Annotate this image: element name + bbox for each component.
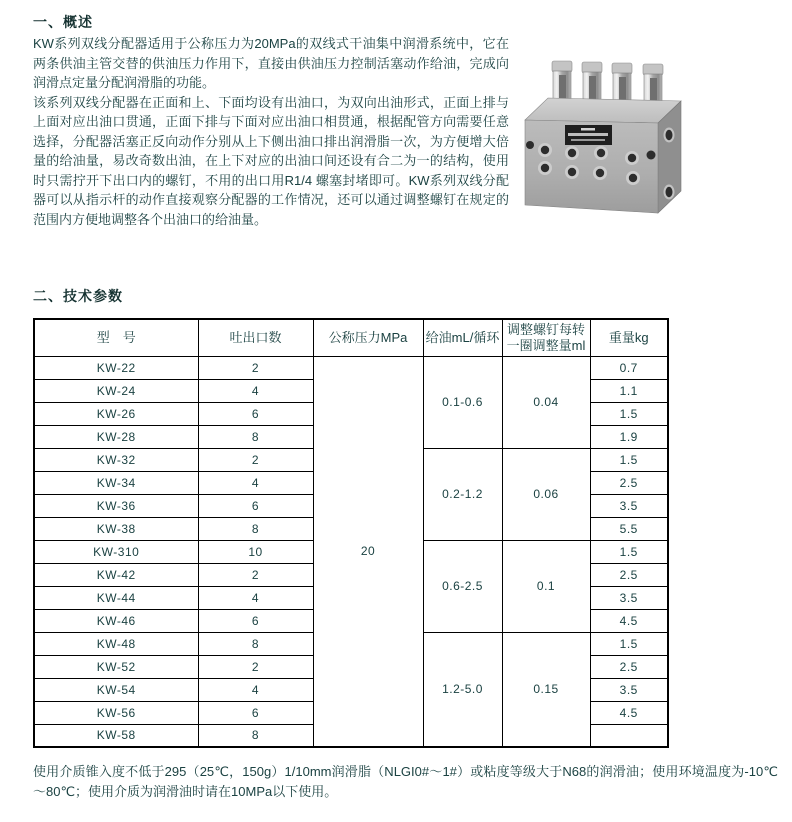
- model-cell: KW-34: [34, 471, 198, 494]
- model-cell: KW-24: [34, 379, 198, 402]
- weight-cell: 2.5: [590, 471, 668, 494]
- model-cell: KW-42: [34, 563, 198, 586]
- specs-table-body: [34, 356, 668, 747]
- usage-notes: 使用介质锥入度不低于295（25℃，150g）1/10mm润滑脂（NLGI0#～1#）或粘度等级大于N68的润滑油；使用环境温度为-10℃～80℃；使用介质为润滑油时请在10MPa以下使用。: [33, 764, 778, 799]
- model-cell: KW-48: [34, 632, 198, 655]
- model-cell: KW-56: [34, 701, 198, 724]
- model-cell: KW-28: [34, 425, 198, 448]
- outlets-cell: 8: [198, 632, 313, 655]
- outlets-cell: 4: [198, 471, 313, 494]
- model-cell: KW-310: [34, 540, 198, 563]
- weight-cell: 4.5: [590, 701, 668, 724]
- weight-cell: 1.5: [590, 632, 668, 655]
- outlets-cell: 6: [198, 402, 313, 425]
- product-photo: [515, 55, 785, 240]
- model-cell: KW-38: [34, 517, 198, 540]
- column-header-adjust: 调整螺钉每转一圈调整量ml: [502, 319, 590, 356]
- outlets-cell: 8: [198, 724, 313, 747]
- outlets-cell: 8: [198, 517, 313, 540]
- pressure-cell: 20: [313, 356, 423, 747]
- weight-cell: 3.5: [590, 586, 668, 609]
- model-cell: KW-54: [34, 678, 198, 701]
- outlets-cell: 2: [198, 356, 313, 379]
- weight-cell: 1.5: [590, 540, 668, 563]
- weight-cell: 3.5: [590, 494, 668, 517]
- nameplate: [565, 125, 612, 145]
- outlets-cell: 2: [198, 448, 313, 471]
- weight-cell: 5.5: [590, 517, 668, 540]
- adjust-per-turn-cell: 0.1: [502, 540, 590, 632]
- column-header-pressure: 公称压力MPa: [313, 319, 423, 356]
- model-cell: KW-58: [34, 724, 198, 747]
- weight-cell: 0.7: [590, 356, 668, 379]
- oil-per-cycle-cell: 0.6-2.5: [423, 540, 502, 632]
- model-cell: KW-32: [34, 448, 198, 471]
- column-header-oil: 给油mL/循环: [423, 319, 502, 356]
- overview-text: [33, 34, 509, 229]
- outlets-cell: 4: [198, 586, 313, 609]
- distributor-photo-illustration: [515, 55, 785, 240]
- outlets-cell: 6: [198, 609, 313, 632]
- column-header-outlets: 吐出口数: [198, 319, 313, 356]
- outlets-cell: 8: [198, 425, 313, 448]
- model-cell: KW-26: [34, 402, 198, 425]
- specs-table: [33, 318, 669, 748]
- weight-cell: 1.1: [590, 379, 668, 402]
- weight-cell: 1.5: [590, 402, 668, 425]
- oil-per-cycle-cell: 0.2-1.2: [423, 448, 502, 540]
- weight-cell: 1.5: [590, 448, 668, 471]
- model-cell: KW-22: [34, 356, 198, 379]
- weight-cell: 2.5: [590, 655, 668, 678]
- table-header-row: [34, 319, 668, 356]
- weight-cell: [590, 724, 668, 747]
- outlets-cell: 10: [198, 540, 313, 563]
- oil-per-cycle-cell: 0.1-0.6: [423, 356, 502, 448]
- weight-cell: 2.5: [590, 563, 668, 586]
- overview-paragraph-1: KW系列双线分配器适用于公称压力为20MPa的双线式干油集中润滑系统中，它在两条供油主管交替的供油压力作用下，直接由供油压力控制活塞动作给油，完成向润滑点定量分配润滑脂的功能。: [33, 36, 509, 90]
- outlets-cell: 4: [198, 379, 313, 402]
- outlets-cell: 6: [198, 494, 313, 517]
- weight-cell: 1.9: [590, 425, 668, 448]
- model-cell: KW-44: [34, 586, 198, 609]
- overview-heading: 一、概述: [33, 14, 93, 30]
- column-header-weight: 重量kg: [590, 319, 668, 356]
- adjust-per-turn-cell: 0.15: [502, 632, 590, 747]
- outlets-cell: 2: [198, 655, 313, 678]
- outlets-cell: 4: [198, 678, 313, 701]
- model-cell: KW-52: [34, 655, 198, 678]
- weight-cell: 3.5: [590, 678, 668, 701]
- weight-cell: 4.5: [590, 609, 668, 632]
- spec-row: [34, 356, 668, 379]
- outlets-cell: 2: [198, 563, 313, 586]
- column-header-model: 型 号: [34, 319, 198, 356]
- overview-paragraph-2: 该系列双线分配器在正面和上、下面均设有出油口，为双向出油形式，正面上排与上面对应出油口贯通，正面下排与下面对应出油口相贯通，根据配管方向需要任意选择，分配器活塞正反向动作分别从上下侧出油口排出润滑脂一次，为方便增大倍量的给油量，易改奇数出油，在上下对应的出油口间还设有合二为一的结构，使用时只需拧开下出口内的螺钉，不用的出口用R1/4 螺塞封堵即可。KW系列双线分配器可以从指示杆的动作直接观察分配器的工作情况，还可以通过调整螺钉在规定的范围内方便地调整各个出油口的给油量。: [33, 94, 509, 227]
- model-cell: KW-36: [34, 494, 198, 517]
- adjust-per-turn-cell: 0.04: [502, 356, 590, 448]
- specs-heading: 二、技术参数: [33, 288, 123, 304]
- outlets-cell: 6: [198, 701, 313, 724]
- model-cell: KW-46: [34, 609, 198, 632]
- oil-per-cycle-cell: 1.2-5.0: [423, 632, 502, 747]
- adjust-per-turn-cell: 0.06: [502, 448, 590, 540]
